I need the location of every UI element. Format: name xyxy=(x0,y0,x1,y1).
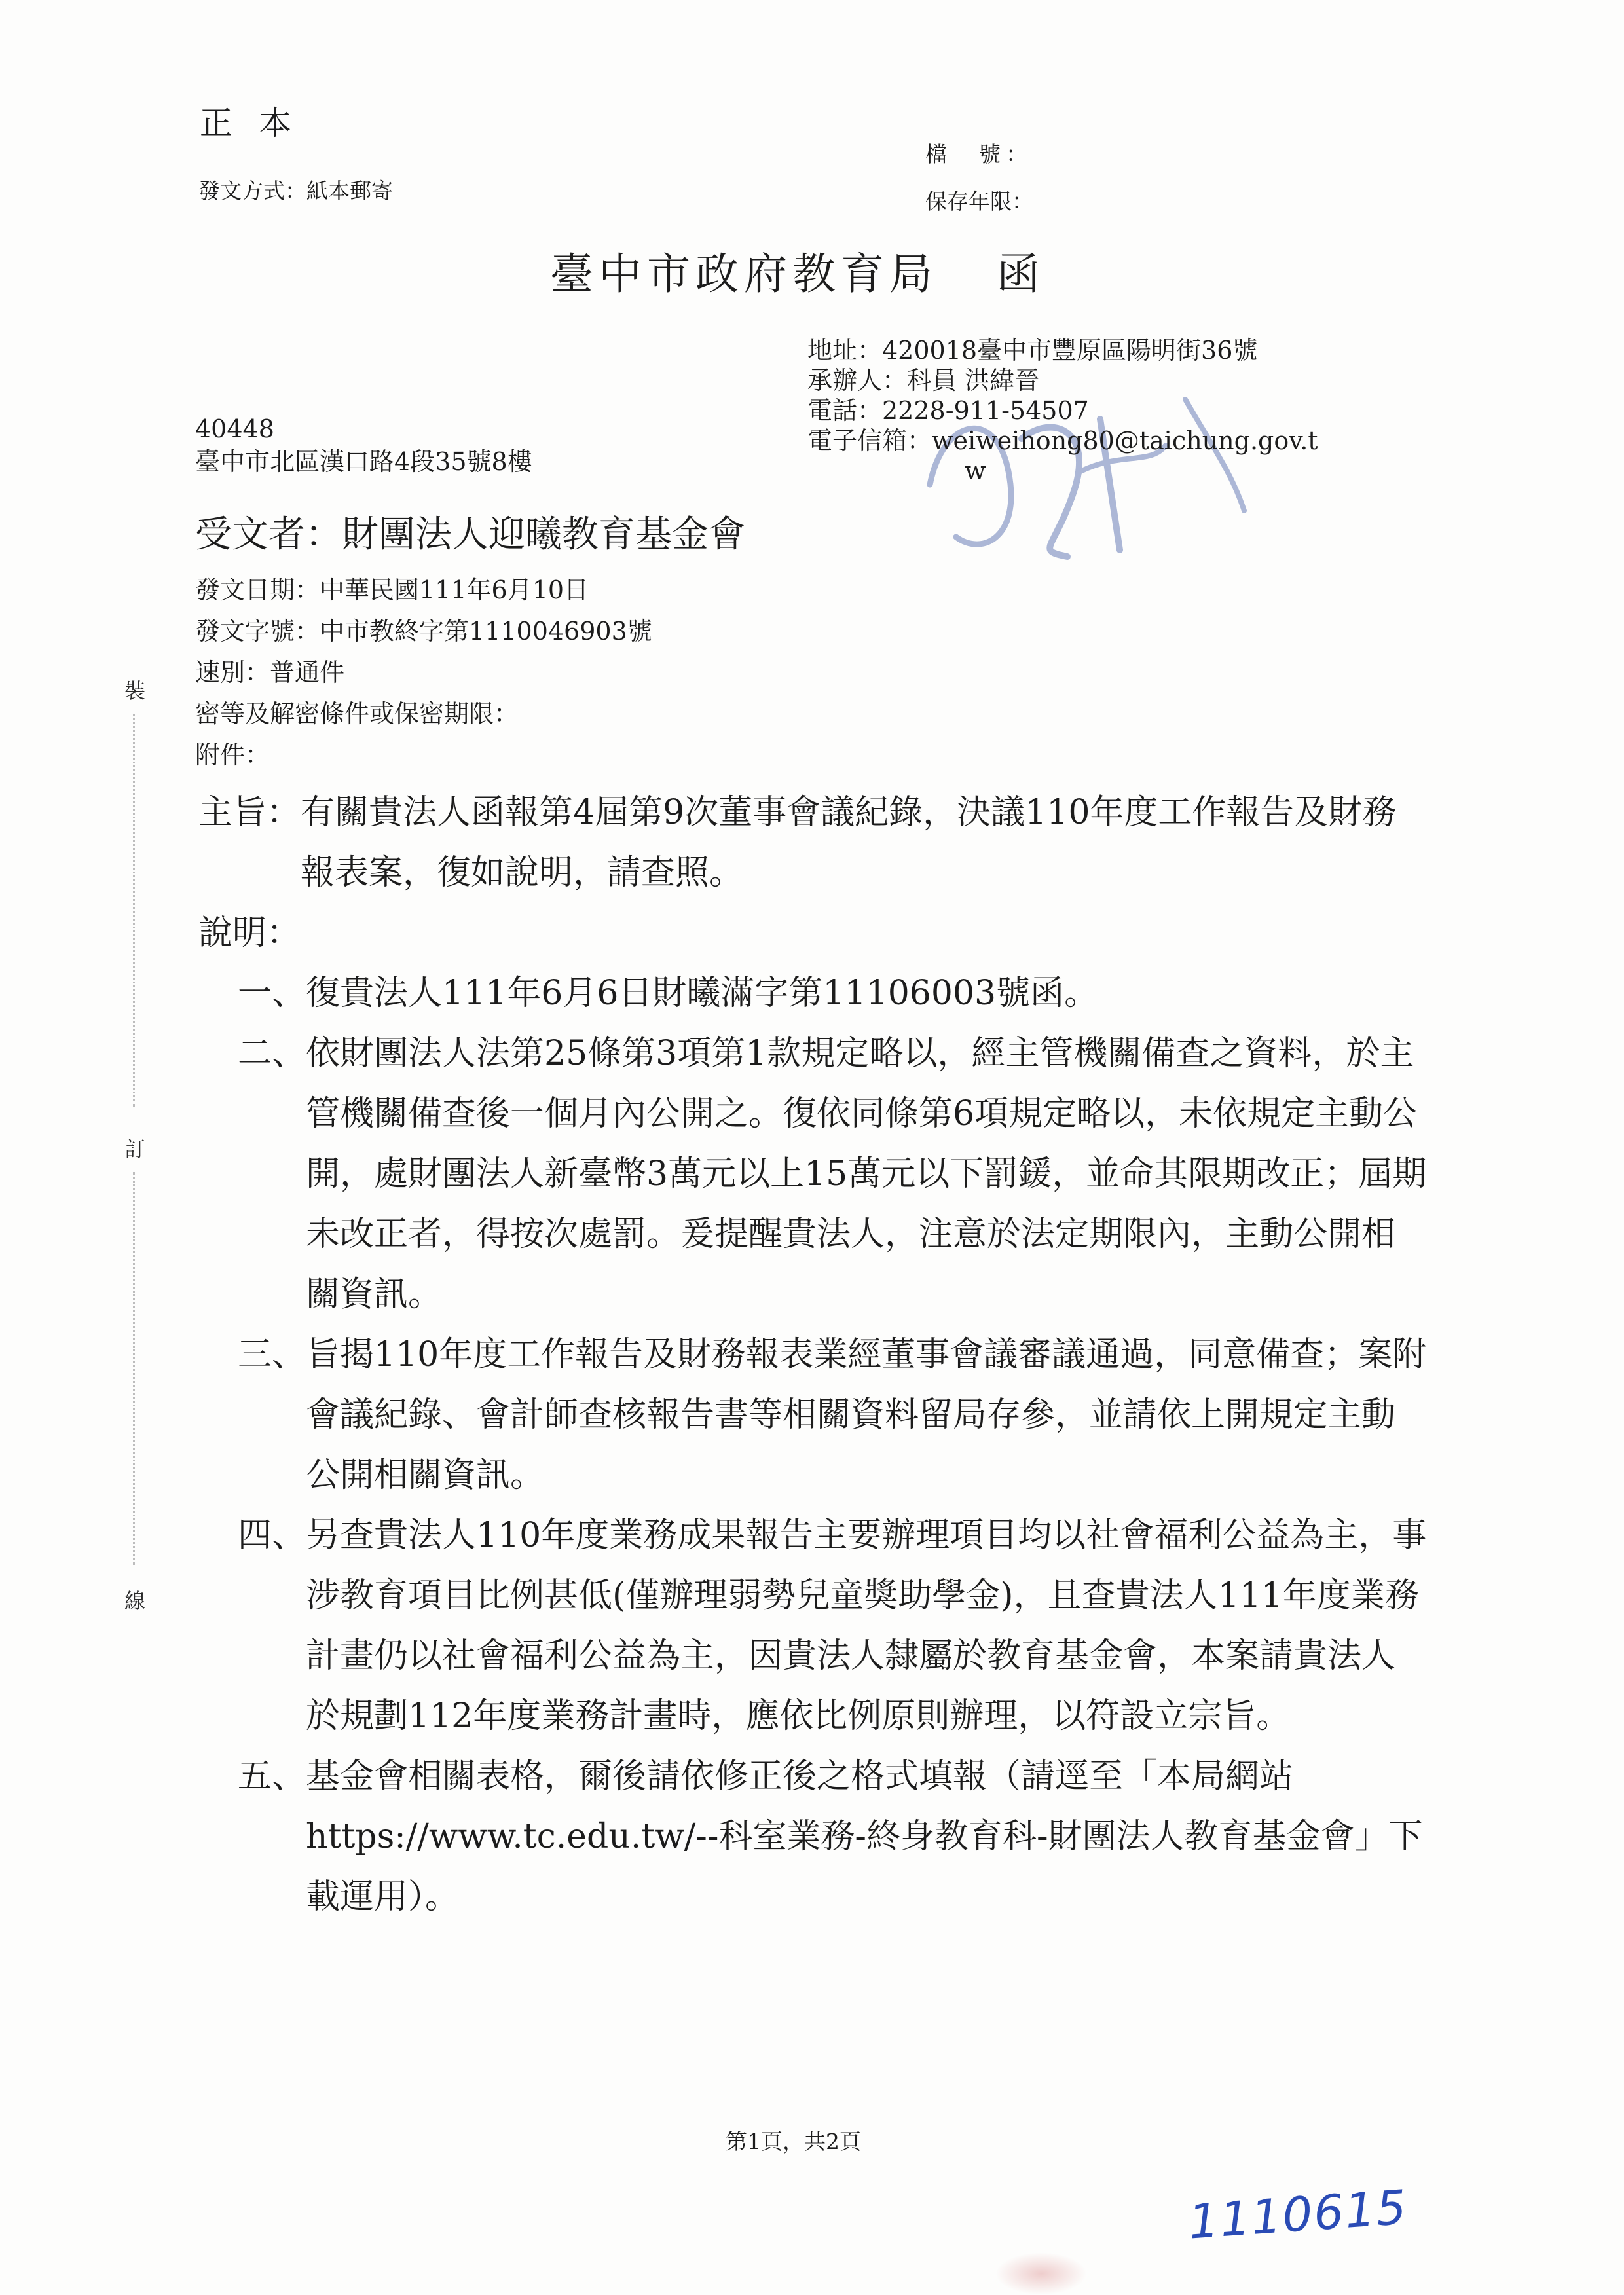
subject-row xyxy=(198,782,1430,903)
item-text: 復貴法人111年6月6日財曦滿字第11106003號函。 xyxy=(306,974,1099,1013)
explanation-item xyxy=(198,1023,1430,1325)
subject-text: 有關貴法人函報第4屆第9次董事會議紀錄，決議110年度工作報告及財務報表案，復如說明，請查照。 xyxy=(301,793,1397,892)
confidentiality-field: 密等及解密條件或保密期限： xyxy=(195,699,519,728)
item-number: 一、 xyxy=(238,974,306,1013)
dispatch-number: 發文字號：中市教終字第1110046903號 xyxy=(195,617,652,646)
item-text: 另查貴法人110年度業務成果報告主要辦理項目均以社會福利公益為主，事涉教育項目比例甚低(僅辦理弱勢兒童獎助學金)，且查貴法人111年度業務計畫仍以社會福利公益為主，因貴法人隸屬於教育基金會，本案請貴法人於規劃112年度業務計畫時，應依比例原則辦理，以符設立宗旨。 xyxy=(306,1516,1427,1736)
copy-type-label: 正本 xyxy=(200,104,318,142)
explanation-item xyxy=(198,1505,1430,1746)
page-number: 第1頁，共2頁 xyxy=(726,2129,861,2154)
phone-number: 電話：2228-911-54507 xyxy=(807,396,1089,425)
email-address: 電子信箱：weiweihong80@taichung.gov.t xyxy=(807,426,1318,455)
item-text: 基金會相關表格，爾後請依修正後之格式填報（請逕至「本局網站 https://www.tc.edu.tw/--科室業務-終身教育科-財團法人教育基金會」下載運用）。 xyxy=(306,1757,1423,1917)
item-number: 二、 xyxy=(238,1034,306,1073)
agency-name: 臺中市政府教育局 xyxy=(550,249,938,299)
explanation-heading-row xyxy=(198,903,1430,963)
explanation-item xyxy=(198,1325,1430,1505)
subject-label: 主旨： xyxy=(198,793,301,832)
send-method: 發文方式：紙本郵寄 xyxy=(198,178,393,204)
binding-mark-line: 線 xyxy=(124,1588,146,1613)
faint-stamp-mark xyxy=(995,2252,1087,2295)
recipient-mailing-address xyxy=(195,413,532,478)
dispatch-date: 發文日期：中華民國111年6月10日 xyxy=(195,576,589,604)
recipient-line: 受文者：財團法人迎曦教育基金會 xyxy=(195,513,745,556)
document-type: 函 xyxy=(997,249,1045,299)
item-text: 依財團法人法第25條第3項第1款規定略以，經主管機關備查之資料，於主管機關備查後一個月內公開之。復依同條第6項規定略以，未依規定主動公開，處財團法人新臺幣3萬元以上15萬元以下罰鍰，並命其限期改正；屆期未改正者，得按次處罰。爰提醒貴法人，注意於法定期限內，主動公開相關資訊。 xyxy=(306,1034,1427,1314)
letter-body xyxy=(198,782,1430,1927)
email-address-wrap: w xyxy=(965,456,986,485)
item-text: 旨揭110年度工作報告及財務報表業經董事會議審議通過，同意備查；案附會議紀錄、會計師查核報告書等相關資料留局存參，並請依上開規定主動公開相關資訊。 xyxy=(306,1335,1427,1495)
attachment-field: 附件： xyxy=(195,741,270,769)
postal-code: 40448 xyxy=(195,414,274,443)
item-number: 三、 xyxy=(238,1335,306,1374)
binding-mark-bind: 裝 xyxy=(124,678,146,703)
recipient-street-address: 臺中市北區漢口路4段35號8樓 xyxy=(195,447,532,476)
handler-name: 承辦人：科員 洪緯晉 xyxy=(807,366,1040,395)
explanation-item xyxy=(198,1746,1430,1927)
item-number: 五、 xyxy=(238,1757,306,1796)
document-title xyxy=(550,239,1045,301)
item-number: 四、 xyxy=(238,1516,306,1555)
binding-guide-line xyxy=(133,714,135,1107)
explanation-label: 說明： xyxy=(198,913,301,953)
binding-guide-line xyxy=(133,1172,135,1565)
dispatch-meta-block xyxy=(195,570,652,776)
file-number-field: 檔 號： xyxy=(925,141,1033,167)
delivery-speed: 速別：普通件 xyxy=(195,658,345,687)
binding-mark-staple: 訂 xyxy=(124,1137,146,1162)
handwritten-date: 1110615 xyxy=(1187,2179,1410,2250)
explanation-item xyxy=(198,963,1430,1023)
sender-info-block xyxy=(807,335,1318,486)
retention-period-field: 保存年限： xyxy=(925,189,1033,214)
sender-address: 地址：420018臺中市豐原區陽明街36號 xyxy=(807,336,1258,365)
